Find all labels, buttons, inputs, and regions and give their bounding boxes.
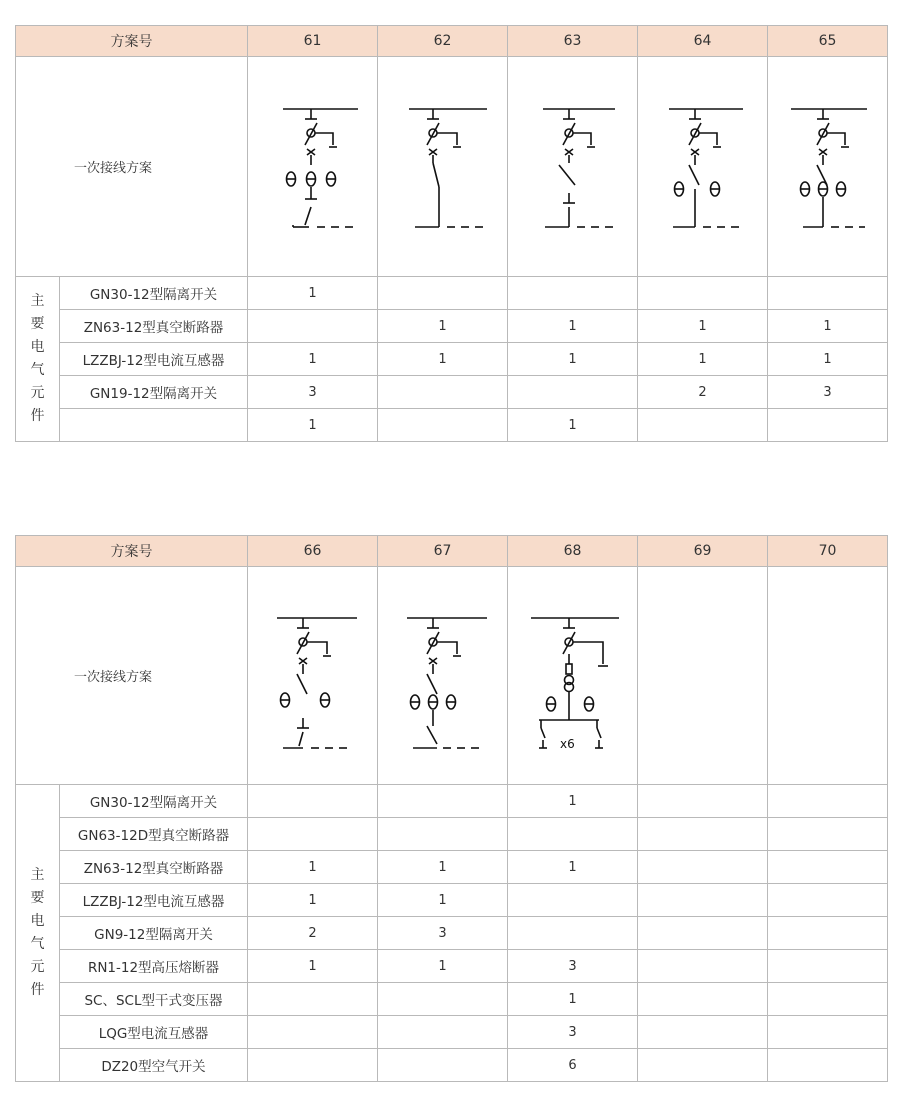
quantity-cell (508, 277, 638, 310)
quantity-cell (768, 409, 888, 442)
category-char: 要 (30, 890, 45, 906)
component-label: GN19-12型隔离开关 (60, 376, 248, 409)
quantity-cell: 1 (508, 983, 638, 1016)
category-char: 元 (30, 385, 45, 401)
quantity-cell (378, 983, 508, 1016)
quantity-cell: 1 (508, 310, 638, 343)
quantity-cell (768, 785, 888, 818)
quantity-cell: 1 (248, 884, 378, 917)
scheme-number-cell: 69 (638, 536, 768, 567)
wiring-diagram-65 (768, 57, 888, 277)
component-label: ZN63-12型真空断路器 (60, 310, 248, 343)
wiring-diagram-69 (638, 567, 768, 785)
quantity-cell: 1 (508, 343, 638, 376)
quantity-cell (768, 1049, 888, 1082)
quantity-cell: 1 (248, 277, 378, 310)
quantity-cell (378, 376, 508, 409)
quantity-cell: 2 (248, 917, 378, 950)
diagram-row-label: 一次接线方案 (16, 567, 248, 785)
quantity-cell (638, 884, 768, 917)
header-row (16, 26, 888, 57)
quantity-cell (508, 376, 638, 409)
component-label: LQG型电流互感器 (60, 1016, 248, 1049)
wiring-diagram-67 (378, 567, 508, 785)
quantity-cell: 1 (638, 310, 768, 343)
quantity-cell: 1 (638, 343, 768, 376)
quantity-cell (768, 1016, 888, 1049)
category-char: 要 (30, 316, 45, 332)
quantity-cell: 1 (248, 343, 378, 376)
category-char: 气 (30, 936, 45, 952)
quantity-cell: 1 (378, 310, 508, 343)
scheme-table-1 (15, 25, 888, 442)
component-label: GN63-12D型真空断路器 (60, 818, 248, 851)
quantity-cell (508, 884, 638, 917)
scheme-number-cell: 68 (508, 536, 638, 567)
component-label: RN1-12型高压熔断器 (60, 950, 248, 983)
quantity-cell: 3 (768, 376, 888, 409)
table-row (16, 851, 888, 884)
wiring-diagram-63 (508, 57, 638, 277)
schematic-67 (383, 576, 503, 776)
quantity-cell: 3 (378, 917, 508, 950)
component-label: SC、SCL型干式变压器 (60, 983, 248, 1016)
quantity-cell: 1 (768, 310, 888, 343)
header-row (16, 536, 888, 567)
table-row (16, 818, 888, 851)
component-label: LZZBJ-12型电流互感器 (60, 884, 248, 917)
category-char: 元 (30, 959, 45, 975)
scheme-number-cell: 63 (508, 26, 638, 57)
diagram-row (16, 567, 888, 785)
quantity-cell (638, 1049, 768, 1082)
schematic-64 (643, 67, 763, 267)
component-label: GN30-12型隔离开关 (60, 277, 248, 310)
quantity-cell (248, 1016, 378, 1049)
quantity-cell: 1 (378, 343, 508, 376)
category-char: 电 (30, 339, 45, 355)
scheme-number-cell: 66 (248, 536, 378, 567)
table-row (16, 277, 888, 310)
table-row (16, 983, 888, 1016)
quantity-cell: 1 (248, 851, 378, 884)
schematic-66 (253, 576, 373, 776)
quantity-cell: 1 (248, 950, 378, 983)
scheme-number-cell: 61 (248, 26, 378, 57)
quantity-cell: 1 (508, 409, 638, 442)
wiring-diagram-70 (768, 567, 888, 785)
diagram-row (16, 57, 888, 277)
quantity-cell: 1 (508, 785, 638, 818)
scheme-number-cell: 65 (768, 26, 888, 57)
quantity-cell (248, 310, 378, 343)
quantity-cell (248, 1049, 378, 1082)
quantity-cell (508, 818, 638, 851)
quantity-cell (638, 409, 768, 442)
scheme-table-2 (15, 535, 888, 1082)
category-char: 件 (30, 408, 45, 424)
quantity-cell: 1 (378, 950, 508, 983)
quantity-cell (378, 277, 508, 310)
quantity-cell (638, 983, 768, 1016)
table-row (16, 1016, 888, 1049)
quantity-cell (768, 950, 888, 983)
schematic-61 (253, 67, 373, 267)
schematic-68 (513, 576, 633, 776)
category-char: 电 (30, 913, 45, 929)
quantity-cell (768, 818, 888, 851)
quantity-cell (508, 917, 638, 950)
quantity-cell: 3 (508, 1016, 638, 1049)
component-label: LZZBJ-12型电流互感器 (60, 343, 248, 376)
quantity-cell: 1 (248, 409, 378, 442)
quantity-cell (638, 277, 768, 310)
diagram-row-label: 一次接线方案 (16, 57, 248, 277)
quantity-cell (248, 818, 378, 851)
table-row (16, 785, 888, 818)
wiring-diagram-68 (508, 567, 638, 785)
scheme-number-cell: 67 (378, 536, 508, 567)
table-row (16, 409, 888, 442)
category-label (16, 785, 60, 1082)
quantity-cell (768, 983, 888, 1016)
quantity-cell (378, 818, 508, 851)
category-char: 主 (30, 867, 45, 883)
quantity-cell (768, 884, 888, 917)
quantity-cell (638, 818, 768, 851)
quantity-cell (378, 785, 508, 818)
quantity-cell (378, 1049, 508, 1082)
wiring-diagram-61 (248, 57, 378, 277)
quantity-cell (768, 851, 888, 884)
scheme-number-label: 方案号 (16, 26, 248, 57)
scheme-number-label: 方案号 (16, 536, 248, 567)
schematic-62 (383, 67, 503, 267)
schematic-63 (513, 67, 633, 267)
quantity-cell: 1 (768, 343, 888, 376)
table-row (16, 1049, 888, 1082)
category-label (16, 277, 60, 442)
quantity-cell: 3 (248, 376, 378, 409)
quantity-cell (378, 1016, 508, 1049)
component-label: GN9-12型隔离开关 (60, 917, 248, 950)
table-row (16, 950, 888, 983)
quantity-cell (638, 785, 768, 818)
table-row (16, 310, 888, 343)
wiring-diagram-66 (248, 567, 378, 785)
quantity-cell (638, 950, 768, 983)
quantity-cell: 3 (508, 950, 638, 983)
table-row (16, 884, 888, 917)
component-label: DZ20型空气开关 (60, 1049, 248, 1082)
category-char: 气 (30, 362, 45, 378)
table-row (16, 343, 888, 376)
quantity-cell (638, 851, 768, 884)
component-label (60, 409, 248, 442)
component-label: ZN63-12型真空断路器 (60, 851, 248, 884)
quantity-cell: 6 (508, 1049, 638, 1082)
quantity-cell (248, 785, 378, 818)
category-char: 件 (30, 982, 45, 998)
table-row (16, 917, 888, 950)
wiring-diagram-64 (638, 57, 768, 277)
quantity-cell (378, 409, 508, 442)
table-row (16, 376, 888, 409)
category-char: 主 (30, 293, 45, 309)
wiring-diagram-62 (378, 57, 508, 277)
multiplier-note: x6 (559, 736, 575, 751)
quantity-cell (638, 917, 768, 950)
component-label: GN30-12型隔离开关 (60, 785, 248, 818)
quantity-cell (248, 983, 378, 1016)
quantity-cell (768, 917, 888, 950)
scheme-number-cell: 64 (638, 26, 768, 57)
quantity-cell (638, 1016, 768, 1049)
quantity-cell: 1 (378, 851, 508, 884)
quantity-cell (768, 277, 888, 310)
scheme-number-cell: 62 (378, 26, 508, 57)
scheme-number-cell: 70 (768, 536, 888, 567)
quantity-cell: 1 (508, 851, 638, 884)
quantity-cell: 2 (638, 376, 768, 409)
schematic-65 (773, 67, 883, 267)
quantity-cell: 1 (378, 884, 508, 917)
